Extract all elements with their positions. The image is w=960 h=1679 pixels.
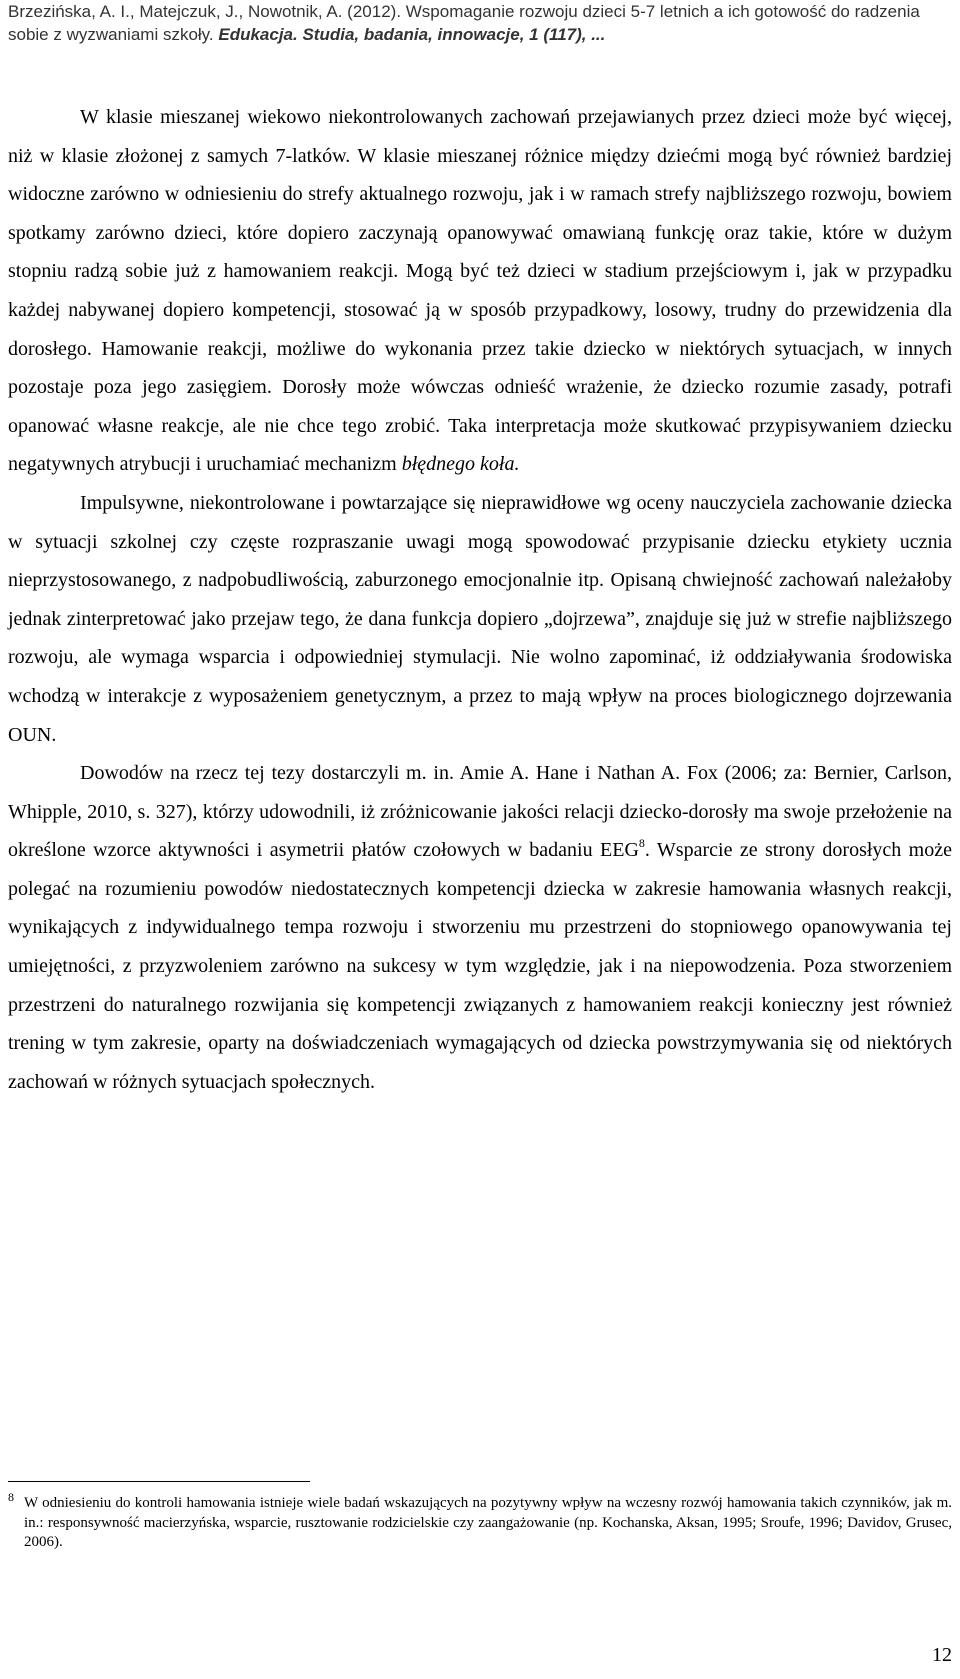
paragraph-3	[8, 754, 952, 1101]
paragraph-3-text-b: . Wsparcie ze strony dorosłych może polegać na rozumieniu powodów niedostatecznych kompetencji dziecka w zakresie hamowania własnych reakcji, wynikających z indywidualnego tempa rozwoju i stworzeniu mu przestrzeni do stopniowego opanowywania tej umiejętności, z przyzwoleniem zarówno na sukcesy w tym względzie, jak i na niepowodzenia. Poza stworzeniem przestrzeni do naturalnego rozwijania się kompetencji związanych z hamowaniem reakcji konieczny jest również trening w tym zakresie, oparty na doświadczeniach wymagających od dziecka powstrzymywania się od niektórych zachowań w różnych sytuacjach społecznych.	[8, 839, 952, 1093]
paragraph-3-text-a: Dowodów na rzecz tej tezy dostarczyli m. in. Amie A. Hane i Nathan A. Fox (2006; za: Bernier, Carlson, Whipple, 2010, s. 327), którzy udowodnili, iż zróżnicowanie jakości relacji dziecko-dorosły ma swoje przełożenie na określone wzorce aktywności i asymetrii płatów czołowych w badaniu EEG	[8, 762, 952, 862]
footnote-number: 8	[8, 1490, 14, 1504]
paragraph-1-italic-term: błędnego koła.	[401, 453, 520, 476]
main-text	[8, 98, 952, 1101]
footnote	[8, 1490, 952, 1553]
paragraph-2: Impulsywne, niekontrolowane i powtarzające się nieprawidłowe wg oceny nauczyciela zachowanie dziecka w sytuacji szkolnej czy częste rozpraszanie uwagi mogą spowodować przypisanie dziecku etykiety ucznia nieprzystosowanego, z nadpobudliwością, zaburzonego emocjonalnie itp. Opisaną chwiejność zachowań należałoby jednak zinterpretować jako przejaw tego, że dana funkcja dopiero „dojrzewa”, znajduje się już w strefie najbliższego rozwoju, ale wymaga wsparcia i odpowiedniej stymulacji. Nie wolno zapominać, iż oddziaływania środowiska wchodzą w interakcje z wyposażeniem genetycznym, a przez to mają wpływ na proces biologicznego dojrzewania OUN.	[8, 491, 952, 746]
header-citation-line-2	[8, 23, 952, 46]
paragraph-1	[8, 98, 952, 484]
footnote-text: W odniesieniu do kontroli hamowania istnieje wiele badań wskazujących na pozytywny wpływ na wczesny rozwój hamowania takich czynników, jak m. in.: responsywność macierzyńska, wsparcie, rusztowanie rodzicielskie czy zaangażowanie (np. Kochanska, Aksan, 1995; Sroufe, 1996; Davidov, Grusec, 2006).	[24, 1495, 952, 1550]
header-journal-title: Edukacja. Studia, badania, innowacje, 1 (117), ...	[218, 25, 606, 44]
paragraph-1-text: W klasie mieszanej wiekowo niekontrolowanych zachowań przejawianych przez dzieci może być więcej, niż w klasie złożonej z samych 7-latków. W klasie mieszanej różnice między dziećmi mogą być również bardziej widoczne zarówno w odniesieniu do strefy aktualnego rozwoju, jak i w ramach strefy najbliższego rozwoju, bowiem spotkamy zarówno dzieci, które dopiero zaczynają opanowywać omawianą funkcję oraz takie, które w dużym stopniu radzą sobie już z hamowaniem reakcji. Mogą być też dzieci w stadium przejściowym i, jak w przypadku każdej nabywanej dopiero kompetencji, stosować ją w sposób przypadkowy, losowy, trudny do przewidzenia dla dorosłego. Hamowanie reakcji, możliwe do wykonania przez takie dziecko w niektórych sytuacjach, w innych pozostaje poza jego zasięgiem. Dorosły może wówczas odnieść wrażenie, że dziecko rozumie zasady, potrafi opanować własne reakcje, ale nie chce tego zrobić. Taka interpretacja może skutkować przypisywaniem dziecku negatywnych atrybucji i uruchamiać mechanizm	[8, 106, 952, 476]
footnote-reference[interactable]: 8	[638, 836, 645, 851]
page-number: 12	[932, 1644, 952, 1666]
header-citation-line-1: Brzezińska, A. I., Matejczuk, J., Nowotnik, A. (2012). Wspomaganie rozwoju dzieci 5-7 letnich a ich gotowość do radzenia	[8, 2, 920, 21]
running-header	[8, 0, 952, 46]
footnote-separator	[8, 1481, 310, 1482]
header-citation-plain: sobie z wyzwaniami szkoły.	[8, 25, 219, 44]
